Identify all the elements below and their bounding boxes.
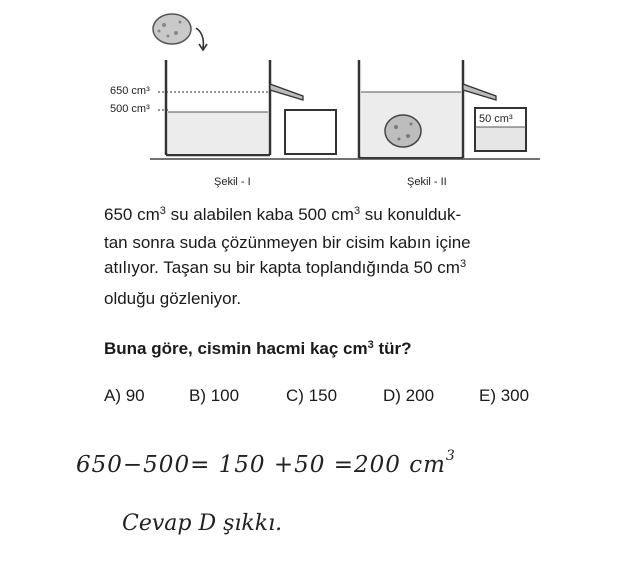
collector-label: 50 cm³ [479, 113, 513, 125]
option-d[interactable]: D) 200 [383, 386, 435, 405]
handwritten-calculation: 650−500= 150 +50 =200 $cm^3$ [76, 448, 456, 478]
experiment-figures [0, 0, 618, 200]
option-a[interactable]: A) 90 [104, 386, 145, 405]
option-b[interactable]: B) 100 [189, 386, 240, 405]
problem-line-4: olduğu gözleniyor. [104, 289, 242, 308]
handwritten-answer: Cevap D şıkkı. [122, 511, 283, 536]
falling-stone [153, 14, 191, 44]
question-text: Buna göre, cismin hacmi kaç $cm^3$ tür? [104, 339, 412, 358]
label-650: 650 cm³ [110, 85, 150, 97]
collector-figure-1 [285, 110, 336, 154]
problem-line-2: tan sonra suda çözünmeyen bir cisim kabın içine [104, 233, 471, 252]
sunken-stone [385, 115, 421, 147]
problem-line-1: 650 $cm^3$ su alabilen kaba 500 $cm^3$ su konulduk- [104, 205, 462, 224]
label-500: 500 cm³ [110, 103, 150, 115]
caption-figure-1: Şekil - I [214, 176, 251, 188]
caption-figure-2: Şekil - II [407, 176, 447, 188]
problem-line-3: atılıyor. Taşan su bir kapta toplandığında 50 $cm^3$ [104, 258, 467, 277]
option-e[interactable]: E) 300 [479, 386, 530, 405]
vessel-figure-1 [166, 60, 303, 155]
option-c[interactable]: C) 150 [286, 386, 338, 405]
